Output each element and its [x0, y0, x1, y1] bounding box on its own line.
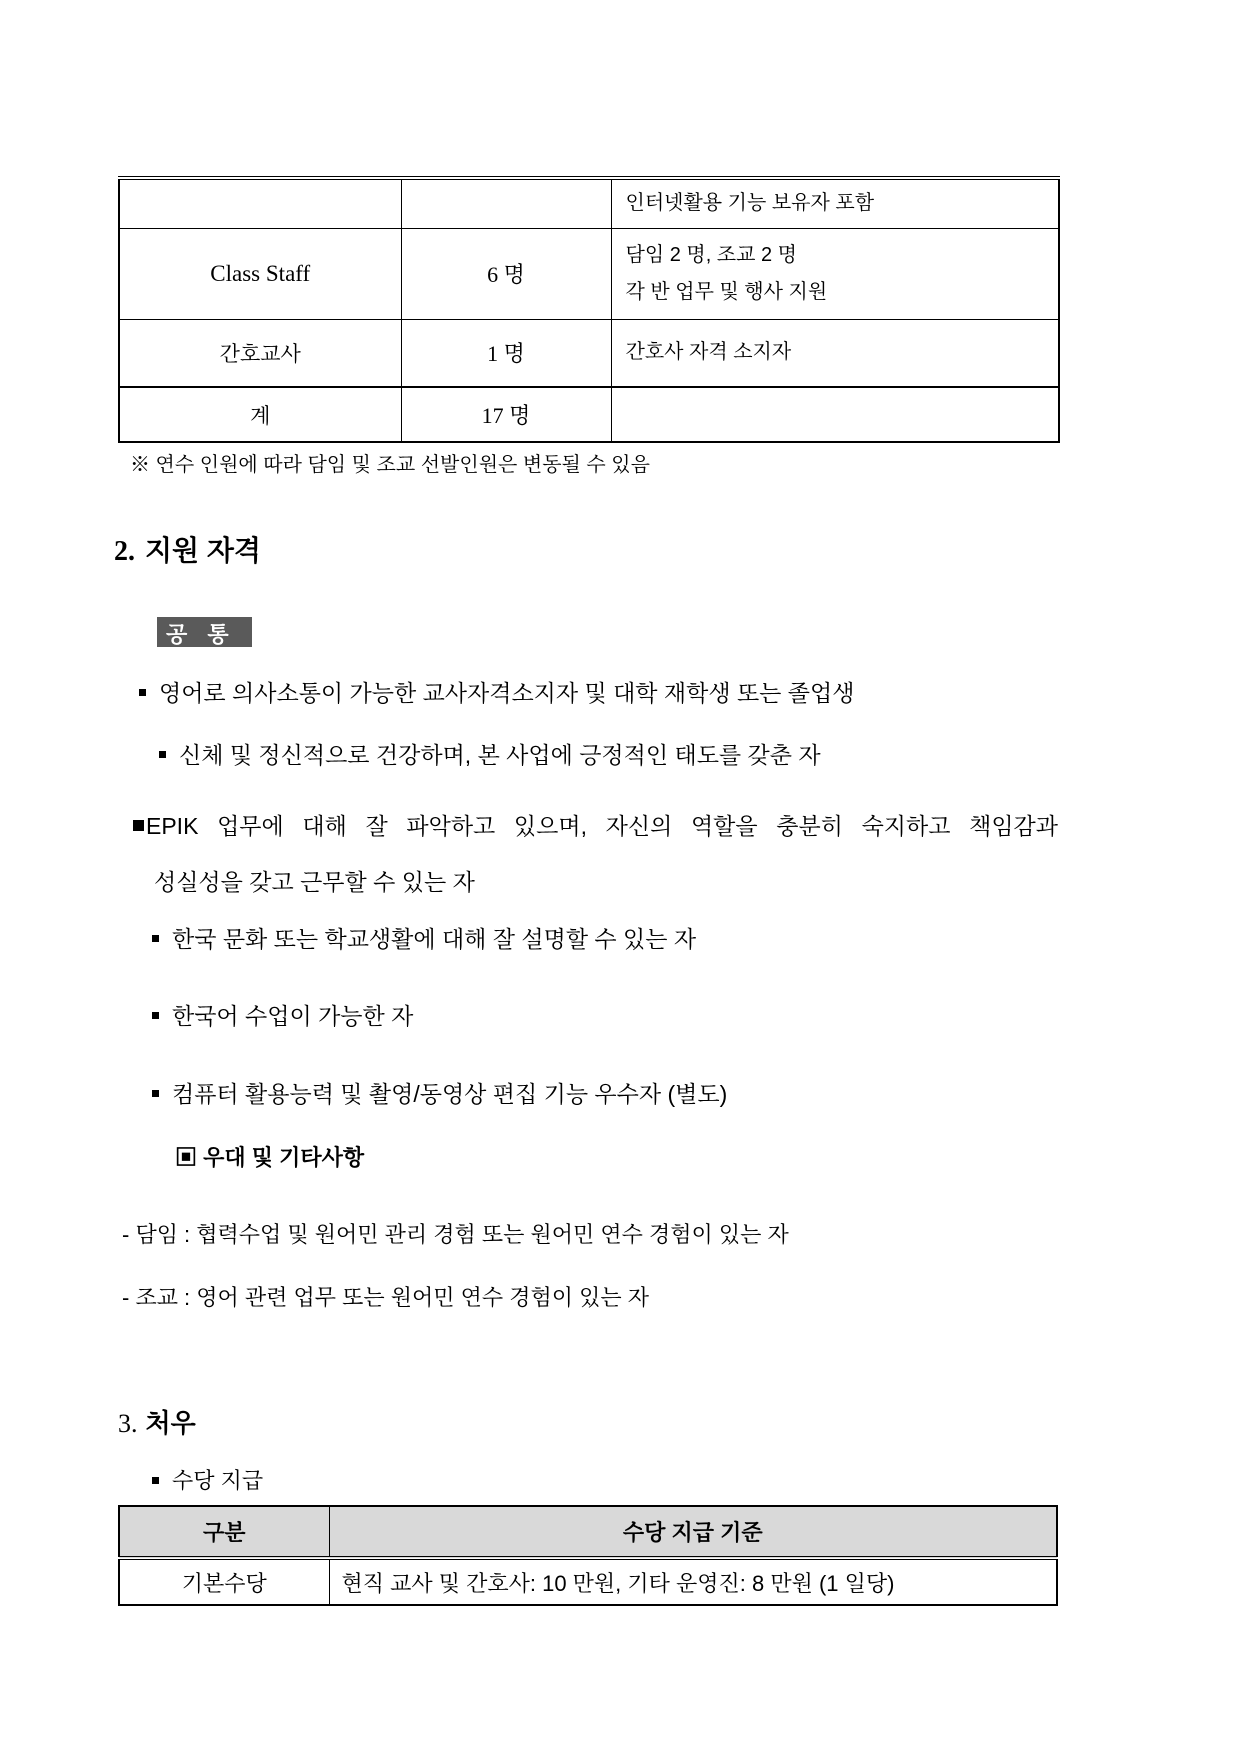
bullet-text: 한국 문화 또는 학교생활에 대해 잘 설명할 수 있는 자 [172, 926, 697, 952]
table-footnote: ※ 연수 인원에 따라 담임 및 조교 선발인원은 변동될 수 있음 [130, 454, 650, 476]
qualification-bullet-3 [152, 921, 696, 954]
desc-line: 담임 2 명, 조교 2 명 [625, 243, 798, 266]
preferred-subsection-title [175, 1141, 364, 1172]
staff-count-cell: 1 명 [401, 319, 611, 387]
staff-desc-cell [611, 319, 1059, 387]
boxed-square-icon: ▣ [175, 1145, 198, 1170]
preferred-item-damim: - 담임 : 협력수업 및 원어민 관리 경험 또는 원어민 연수 경험이 있는 자 [122, 1222, 789, 1247]
square-bullet-icon [133, 820, 144, 831]
bullet-text: EPIK 업무에 대해 잘 파악하고 있으며, 자신의 역할을 충분히 숙지하고 책임감과 [146, 813, 1058, 839]
section-heading-treatment [118, 1403, 196, 1440]
bullet-text: 영어로 의사소통이 가능한 교사자격소지자 및 대학 재학생 또는 졸업생 [159, 680, 855, 706]
section-heading-qualification [114, 529, 261, 569]
staff-desc-cell [611, 178, 1059, 228]
bullet-text: 컴퓨터 활용능력 및 촬영/동영상 편집 기능 우수자 (별도) [172, 1081, 728, 1107]
section-title: 지원 자격 [145, 535, 261, 566]
allowance-category-cell: 기본수당 [119, 1558, 329, 1605]
qualification-bullet-5 [152, 1076, 727, 1109]
table-row [119, 1558, 1057, 1605]
allowance-header-criteria: 수당 지급 기준 [329, 1506, 1057, 1558]
bullet-text: 한국어 수업이 가능한 자 [172, 1003, 414, 1029]
staff-table [118, 176, 1060, 443]
square-bullet-icon [159, 751, 166, 758]
allowance-table [118, 1505, 1058, 1606]
epik-line-1 [133, 808, 1058, 841]
staff-desc-cell [611, 228, 1059, 319]
table-row [119, 178, 1059, 228]
staff-count-cell: 17 명 [401, 387, 611, 442]
square-bullet-icon [152, 935, 159, 942]
table-row [119, 387, 1059, 442]
staff-desc-cell [611, 387, 1059, 442]
table-row [119, 319, 1059, 387]
square-bullet-icon [152, 1090, 159, 1097]
common-badge [157, 617, 252, 647]
preferred-item-jogyo: - 조교 : 영어 관련 업무 또는 원어민 연수 경험이 있는 자 [122, 1285, 649, 1310]
common-badge-label: 공 통 [166, 622, 236, 647]
desc-line: 간호사 자격 소지자 [625, 341, 792, 364]
square-bullet-icon [139, 689, 146, 696]
desc-line: 각 반 업무 및 행사 지원 [625, 280, 828, 303]
square-bullet-icon [152, 1012, 159, 1019]
desc-line: 인터넷활용 기능 보유자 포함 [625, 192, 875, 215]
section-number: 2. [114, 536, 135, 567]
allowance-bullet [152, 1464, 263, 1495]
qualification-bullet-1 [139, 675, 854, 708]
square-bullet-icon [152, 1477, 159, 1484]
staff-count-cell [401, 178, 611, 228]
staff-role-cell: Class Staff [119, 228, 401, 319]
table-row [119, 228, 1059, 319]
section-title: 처우 [145, 1408, 196, 1438]
staff-role-cell: 간호교사 [119, 319, 401, 387]
allowance-header-category: 구분 [119, 1506, 329, 1558]
bullet-text: 신체 및 정신적으로 건강하며, 본 사업에 긍정적인 태도를 갖춘 자 [179, 742, 821, 768]
table-header-row [119, 1506, 1057, 1558]
staff-count-cell: 6 명 [401, 228, 611, 319]
section-number: 3. [118, 1409, 138, 1438]
bullet-text: 수당 지급 [172, 1468, 264, 1493]
qualification-bullet-2 [159, 737, 821, 770]
epik-line-2: 성실성을 갖고 근무할 수 있는 자 [154, 869, 475, 895]
staff-role-cell [119, 178, 401, 228]
qualification-bullet-epik [133, 808, 1058, 897]
qualification-bullet-4 [152, 998, 413, 1031]
allowance-criteria-cell: 현직 교사 및 간호사: 10 만원, 기타 운영진: 8 만원 (1 일당) [329, 1558, 1057, 1605]
preferred-title-text: 우대 및 기타사항 [203, 1145, 365, 1170]
staff-role-cell: 계 [119, 387, 401, 442]
